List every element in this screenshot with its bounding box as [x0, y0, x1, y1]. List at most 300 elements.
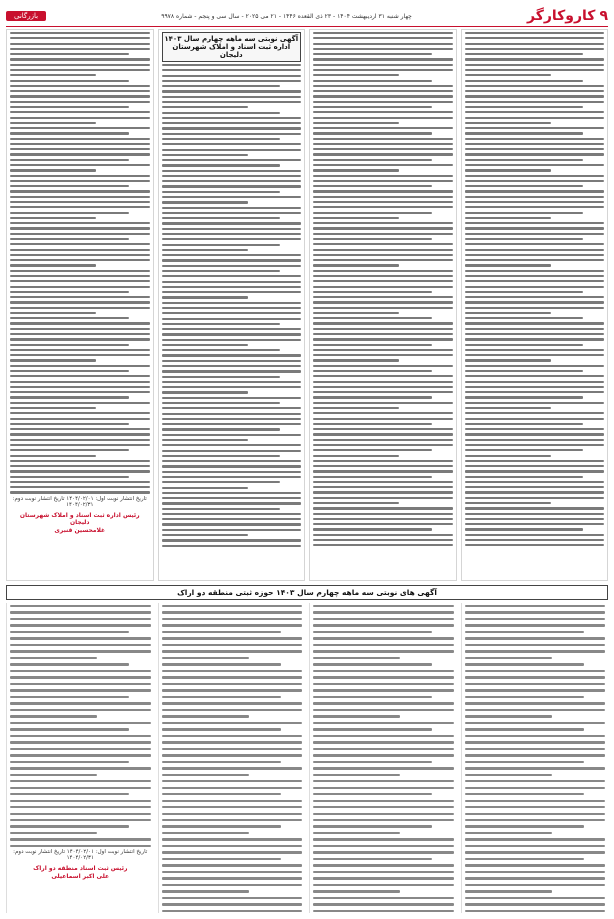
text-line: [313, 275, 453, 277]
text-line: [313, 32, 453, 34]
text-line: [465, 624, 606, 626]
text-line: [465, 544, 605, 546]
text-column-2: [309, 29, 457, 581]
text-line: [465, 825, 584, 827]
text-line: [10, 217, 96, 219]
text-line: [465, 513, 605, 515]
text-line: [10, 85, 150, 87]
text-line: [162, 191, 281, 193]
text-line: [465, 217, 551, 219]
text-line: [10, 676, 151, 678]
text-line: [465, 715, 552, 717]
text-line: [313, 354, 453, 356]
text-line: [10, 722, 151, 724]
text-line: [313, 825, 432, 827]
text-line: [162, 657, 249, 659]
text-line: [162, 523, 302, 525]
text-line: [313, 418, 453, 420]
text-line: [465, 259, 605, 261]
text-line: [162, 201, 248, 203]
text-line: [465, 491, 605, 493]
text-line: [313, 370, 432, 372]
text-line: [313, 280, 453, 282]
text-line: [313, 201, 453, 203]
text-line: [10, 761, 129, 763]
text-line: [313, 333, 453, 335]
text-line: [10, 291, 129, 293]
text-line: [162, 465, 302, 467]
text-line: [313, 611, 454, 613]
text-line: [313, 491, 453, 493]
text-line: [465, 761, 584, 763]
text-line: [465, 890, 552, 892]
text-line: [465, 196, 605, 198]
text-line: [465, 787, 606, 789]
text-line: [10, 159, 129, 161]
text-line: [313, 301, 453, 303]
text-line: [313, 534, 453, 536]
text-line: [162, 170, 302, 172]
text-line: [10, 190, 150, 192]
text-line: [465, 486, 605, 488]
text-line: [10, 491, 150, 493]
text-line: [465, 444, 605, 446]
text-line: [313, 787, 454, 789]
text-line: [313, 715, 400, 717]
text-line: [162, 787, 303, 789]
text-line: [162, 265, 302, 267]
text-line: [313, 359, 399, 361]
text-line: [10, 153, 150, 155]
text-line: [162, 845, 303, 847]
text-line: [313, 481, 453, 483]
text-line: [10, 618, 151, 620]
text-line: [465, 53, 584, 55]
text-line: [162, 80, 302, 82]
text-line: [10, 683, 151, 685]
text-line: [465, 74, 551, 76]
text-line: [465, 813, 606, 815]
text-line: [313, 43, 453, 45]
text-line: [465, 689, 606, 691]
column-text-lines: [10, 32, 150, 494]
text-line: [162, 903, 303, 905]
text-line: [465, 169, 551, 171]
text-line: [10, 741, 151, 743]
text-line: [162, 793, 281, 795]
bottom-notice-title: آگهی های نوبتی سه ماهه چهارم سال ۱۴۰۳ حوزه ثبتی منطقه دو اراک: [6, 585, 608, 600]
text-line: [10, 48, 150, 50]
text-line: [10, 460, 150, 462]
text-line: [313, 412, 453, 414]
text-line: [313, 423, 432, 425]
text-line: [162, 689, 303, 691]
text-line: [465, 185, 584, 187]
text-line: [162, 344, 248, 346]
text-line: [313, 910, 454, 912]
text-line: [10, 328, 150, 330]
text-column-4: [6, 29, 154, 581]
text-line: [313, 291, 432, 293]
text-line: [10, 631, 129, 633]
column-text-lines: [465, 605, 606, 912]
text-line: [313, 748, 454, 750]
text-line: [313, 709, 454, 711]
text-line: [162, 444, 302, 446]
text-line: [162, 877, 303, 879]
text-line: [465, 95, 605, 97]
text-line: [313, 544, 453, 546]
text-line: [465, 748, 606, 750]
text-line: [465, 48, 605, 50]
text-line: [10, 307, 150, 309]
text-line: [465, 507, 605, 509]
text-line: [313, 80, 432, 82]
text-line: [313, 428, 453, 430]
text-line: [10, 689, 151, 691]
text-line: [10, 624, 151, 626]
text-line: [162, 618, 303, 620]
text-line: [162, 534, 248, 536]
text-line: [10, 206, 150, 208]
text-line: [10, 800, 151, 802]
text-line: [313, 813, 454, 815]
text-line: [313, 741, 454, 743]
text-line: [10, 381, 150, 383]
text-line: [465, 702, 606, 704]
text-line: [10, 455, 96, 457]
text-line: [162, 644, 303, 646]
publication-dates: تاریخ انتشار نوبت اول: ۱۴۰۴/۰۲/۰۱ تاریخ انتشار نوبت دوم: ۱۴۰۴/۰۲/۳۱: [13, 849, 148, 862]
text-line: [10, 481, 150, 483]
text-line: [162, 434, 302, 436]
text-line: [465, 370, 584, 372]
text-line: [10, 359, 96, 361]
text-line: [313, 903, 454, 905]
text-line: [10, 338, 150, 340]
text-line: [10, 349, 150, 351]
text-line: [162, 333, 302, 335]
text-line: [313, 249, 453, 251]
text-line: [162, 455, 281, 457]
text-line: [162, 735, 303, 737]
text-line: [10, 715, 97, 717]
text-line: [465, 722, 606, 724]
text-line: [10, 95, 150, 97]
text-line: [313, 117, 453, 119]
text-line: [162, 476, 302, 478]
text-line: [465, 64, 605, 66]
text-line: [10, 296, 150, 298]
text-line: [162, 318, 302, 320]
signature-name: غلامحسین قنبری: [54, 526, 106, 534]
text-line: [313, 486, 453, 488]
text-line: [10, 286, 150, 288]
bottom-columns: [6, 603, 608, 913]
text-line: [313, 95, 453, 97]
text-line: [10, 611, 151, 613]
text-line: [162, 650, 303, 652]
text-line: [313, 618, 454, 620]
text-line: [162, 696, 281, 698]
text-line: [10, 439, 150, 441]
text-line: [10, 748, 151, 750]
text-line: [313, 270, 453, 272]
text-line: [10, 391, 150, 393]
text-line: [10, 264, 96, 266]
text-line: [162, 370, 302, 372]
text-line: [313, 761, 432, 763]
text-line: [162, 85, 281, 87]
text-line: [313, 407, 399, 409]
text-line: [465, 286, 605, 288]
text-line: [162, 663, 281, 665]
text-line: [313, 444, 453, 446]
text-line: [465, 650, 606, 652]
text-line: [10, 657, 97, 659]
text-line: [313, 338, 453, 340]
signature-title: رئیس اداره ثبت اسناد و املاک شهرستان دلیجان: [19, 511, 140, 527]
text-line: [465, 793, 584, 795]
text-line: [162, 767, 303, 769]
text-line: [10, 650, 151, 652]
text-line: [162, 259, 302, 261]
text-line: [313, 449, 432, 451]
text-line: [465, 476, 584, 478]
text-line: [10, 222, 150, 224]
text-line: [10, 185, 129, 187]
column-text-lines: [162, 64, 302, 547]
text-line: [10, 728, 129, 730]
text-line: [162, 806, 303, 808]
text-line: [10, 735, 151, 737]
text-line: [162, 676, 303, 678]
text-line: [313, 754, 454, 756]
text-line: [10, 637, 151, 639]
text-line: [313, 344, 432, 346]
text-line: [162, 402, 281, 404]
text-line: [162, 450, 302, 452]
text-line: [10, 312, 96, 314]
text-line: [465, 402, 605, 404]
text-line: [162, 381, 302, 383]
text-line: [10, 418, 150, 420]
text-line: [465, 605, 606, 607]
text-line: [465, 428, 605, 430]
text-line: [10, 101, 150, 103]
text-line: [10, 486, 150, 488]
text-line: [10, 793, 129, 795]
text-line: [465, 611, 606, 613]
text-line: [313, 222, 453, 224]
text-line: [465, 349, 605, 351]
text-line: [10, 787, 151, 789]
text-line: [465, 884, 606, 886]
text-line: [162, 819, 303, 821]
text-line: [313, 386, 453, 388]
text-line: [162, 296, 248, 298]
text-line: [465, 497, 605, 499]
text-line: [465, 683, 606, 685]
text-line: [10, 164, 150, 166]
text-line: [162, 460, 302, 462]
text-line: [313, 37, 453, 39]
text-line: [162, 709, 303, 711]
text-line: [465, 518, 605, 520]
text-column-3: [158, 29, 306, 581]
text-line: [313, 507, 453, 509]
text-line: [10, 663, 129, 665]
text-line: [313, 233, 453, 235]
text-line: [10, 476, 129, 478]
text-line: [313, 800, 454, 802]
text-line: [465, 386, 605, 388]
text-line: [465, 631, 584, 633]
text-line: [313, 296, 453, 298]
text-line: [10, 280, 150, 282]
text-line: [162, 391, 248, 393]
text-line: [10, 354, 150, 356]
text-line: [465, 275, 605, 277]
text-line: [10, 143, 150, 145]
text-line: [10, 69, 150, 71]
text-line: [10, 825, 129, 827]
text-line: [313, 851, 454, 853]
text-line: [162, 413, 302, 415]
text-line: [162, 471, 302, 473]
text-line: [10, 696, 129, 698]
text-line: [313, 518, 453, 520]
text-line: [465, 670, 606, 672]
text-line: [465, 423, 584, 425]
text-line: [162, 407, 302, 409]
text-line: [10, 423, 129, 425]
text-line: [465, 227, 605, 229]
text-line: [162, 513, 302, 515]
newspaper-logo: کاروکارگر: [526, 8, 596, 24]
text-line: [313, 465, 453, 467]
signature-block: [10, 512, 150, 535]
text-line: [162, 545, 302, 547]
text-line: [162, 159, 302, 161]
text-line: [162, 154, 248, 156]
text-line: [10, 396, 129, 398]
text-line: [313, 657, 400, 659]
signature-name: علی اکبر اسماعیلی: [51, 872, 110, 880]
text-line: [313, 884, 454, 886]
text-line: [162, 106, 248, 108]
text-line: [10, 80, 129, 82]
text-line: [162, 631, 281, 633]
text-line: [162, 217, 281, 219]
text-line: [162, 143, 302, 145]
text-line: [162, 418, 302, 420]
text-line: [162, 670, 303, 672]
text-line: [465, 439, 605, 441]
text-line: [10, 754, 151, 756]
text-line: [313, 476, 432, 478]
text-line: [465, 657, 552, 659]
text-line: [465, 291, 584, 293]
text-line: [10, 412, 150, 414]
text-line: [465, 354, 605, 356]
text-line: [162, 728, 281, 730]
text-line: [465, 280, 605, 282]
text-line: [10, 780, 151, 782]
text-line: [313, 676, 454, 678]
text-line: [162, 207, 302, 209]
text-line: [465, 206, 605, 208]
text-line: [313, 349, 453, 351]
text-line: [465, 877, 606, 879]
text-line: [162, 897, 303, 899]
text-line: [162, 328, 302, 330]
text-line: [313, 264, 399, 266]
text-line: [162, 75, 302, 77]
text-line: [465, 90, 605, 92]
text-line: [465, 296, 605, 298]
text-line: [465, 359, 551, 361]
text-line: [162, 244, 281, 246]
text-line: [10, 444, 150, 446]
text-line: [162, 611, 303, 613]
text-line: [465, 328, 605, 330]
text-line: [465, 37, 605, 39]
column-text-lines: [465, 32, 605, 546]
text-line: [313, 523, 453, 525]
text-line: [465, 344, 584, 346]
text-line: [10, 53, 129, 55]
text-line: [10, 832, 97, 834]
text-line: [10, 196, 150, 198]
text-line: [162, 64, 302, 66]
text-line: [465, 502, 551, 504]
text-line: [313, 513, 453, 515]
text-line: [162, 365, 302, 367]
text-line: [162, 275, 302, 277]
text-line: [10, 122, 96, 124]
text-line: [10, 238, 129, 240]
text-line: [465, 153, 605, 155]
text-line: [10, 212, 129, 214]
text-line: [313, 460, 453, 462]
text-line: [10, 148, 150, 150]
text-line: [162, 683, 303, 685]
text-line: [465, 238, 584, 240]
text-line: [162, 354, 302, 356]
text-line: [465, 618, 606, 620]
text-line: [465, 138, 605, 140]
text-line: [162, 702, 303, 704]
text-line: [10, 702, 151, 704]
text-line: [313, 217, 399, 219]
text-line: [313, 683, 454, 685]
text-line: [162, 722, 303, 724]
text-line: [313, 696, 432, 698]
text-line: [10, 819, 151, 821]
text-line: [162, 376, 281, 378]
text-line: [465, 433, 605, 435]
section-label: بازرگانی: [6, 11, 46, 21]
text-line: [313, 396, 432, 398]
text-line: [465, 148, 605, 150]
text-line: [465, 780, 606, 782]
text-line: [10, 117, 150, 119]
text-line: [10, 254, 150, 256]
text-line: [313, 69, 453, 71]
text-line: [313, 164, 453, 166]
text-line: [313, 312, 399, 314]
